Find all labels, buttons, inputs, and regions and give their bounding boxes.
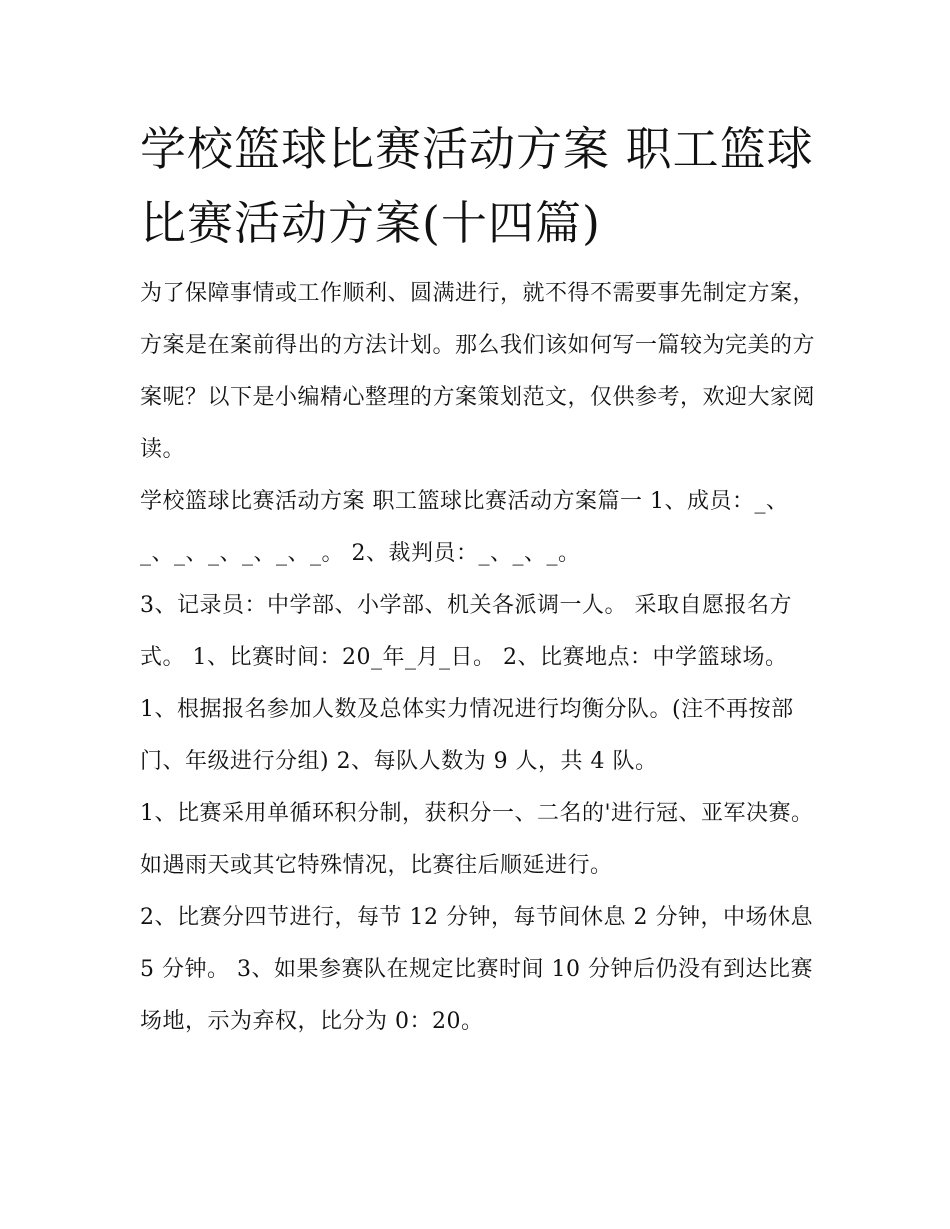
- paragraph-teams: 1、根据报名参加人数及总体实力情况进行均衡分队。(注不再按部门、年级进行分组) 2、每队人数为 9 人，共 4 队。: [140, 697, 794, 774]
- paragraph-members: 学校篮球比赛活动方案 职工篮球比赛活动方案篇一 1、成员：_、_、_、_、_、_、_。 2、裁判员：_、_、_。: [140, 489, 789, 566]
- paragraph-rules: 2、比赛分四节进行，每节 12 分钟，每节间休息 2 分钟，中场休息 5 分钟。 3、如果参赛队在规定比赛时间 10 分钟后仍没有到达比赛场地，示为弃权，比分为 0：20。: [140, 905, 813, 1034]
- paragraph-intro: 为了保障事情或工作顺利、圆满进行，就不得不需要事先制定方案，方案是在案前得出的方法计划。那么我们该如何写一篇较为完美的方案呢？以下是小编精心整理的方案策划范文，仅供参考，欢迎大家阅读。: [140, 281, 816, 462]
- paragraph-time-place: 3、记录员：中学部、小学部、机关各派调一人。 采取自愿报名方式。 1、比赛时间：20_年_月_日。 2、比赛地点：中学篮球场。: [140, 593, 792, 670]
- document-title: 学校篮球比赛活动方案 职工篮球比赛活动方案(十四篇): [140, 122, 814, 250]
- paragraph-format: 1、比赛采用单循环积分制，获积分一、二名的'进行冠、亚军决赛。如遇雨天或其它特殊情况，比赛往后顺延进行。: [140, 801, 814, 878]
- document-page: [140, 112, 820, 1048]
